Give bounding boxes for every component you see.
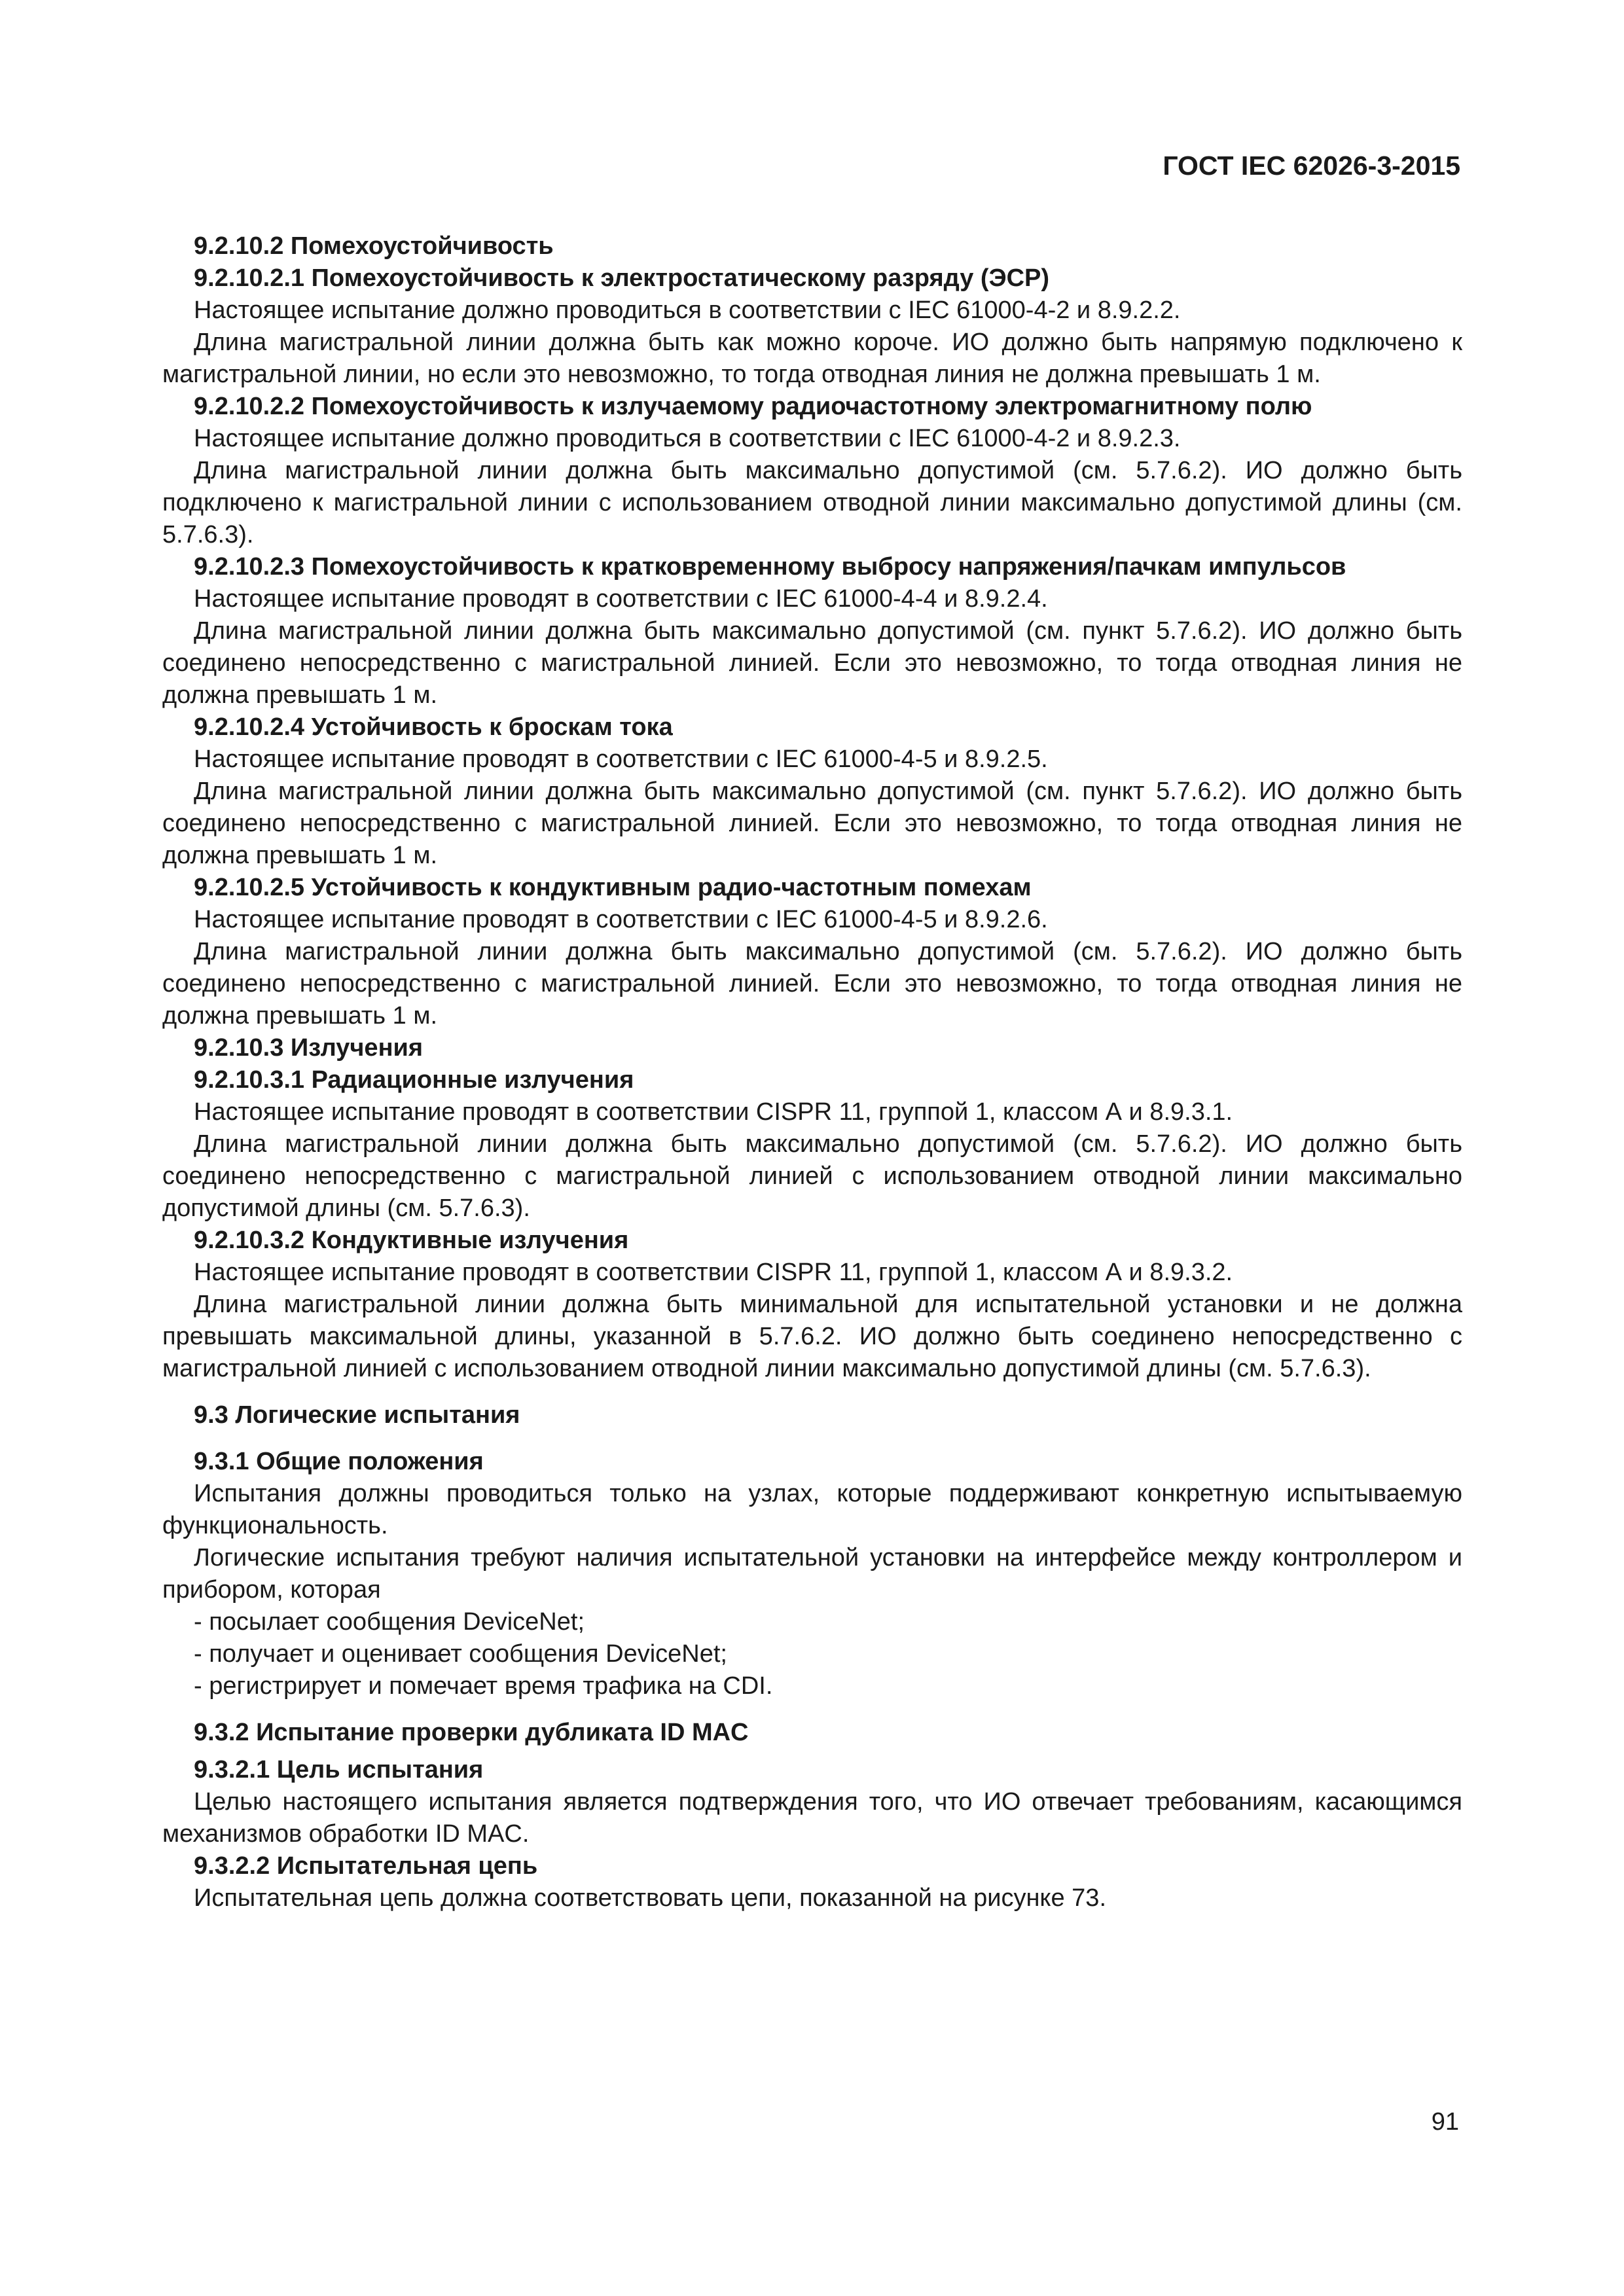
- section-heading: 9.2.10.3.1 Радиационные излучения: [194, 1066, 634, 1094]
- paragraph: Настоящее испытание проводят в соответствии с IEC 61000-4-4 и 8.9.2.4.: [194, 585, 1048, 613]
- paragraph: Длина магистральной линии должна быть как можно короче. ИО должно быть напрямую подключено к магистральной линии, но если это невозможно, то тогда отводная линия не должна превышать 1 м.: [162, 329, 1462, 388]
- section-heading: 9.2.10.2.1 Помехоустойчивость к электростатическому разряду (ЭСР): [194, 264, 1050, 292]
- section-heading: 9.2.10.2 Помехоустойчивость: [194, 232, 554, 260]
- paragraph: Целью настоящего испытания является подтверждения того, что ИО отвечает требованиям, касающимся механизмов обработки ID MAC.: [162, 1788, 1462, 1848]
- document-body: [162, 230, 1462, 1914]
- paragraph: Настоящее испытание проводят в соответствии с IEC 61000-4-5 и 8.9.2.6.: [194, 906, 1048, 933]
- list-item: - получает и оценивает сообщения DeviceNet;: [194, 1640, 727, 1668]
- paragraph: Длина магистральной линии должна быть максимально допустимой (см. 5.7.6.2). ИО должно быть соединено непосредственно с магистральной линией с использованием отводной линии максимально допустимой длины (см. 5.7.6.3).: [162, 1130, 1462, 1222]
- paragraph: Длина магистральной линии должна быть минимальной для испытательной установки и не должна превышать максимальной длины, указанной в 5.7.6.2. ИО должно быть соединено непосредственно с магистральной линией с использованием отводной линии максимально допустимой длины (см. 5.7.6.3).: [162, 1291, 1462, 1382]
- paragraph: Настоящее испытание проводят в соответствии CISPR 11, группой 1, классом А и 8.9.3.2.: [194, 1259, 1233, 1286]
- paragraph: Испытательная цепь должна соответствовать цепи, показанной на рисунке 73.: [194, 1884, 1106, 1912]
- paragraph: Настоящее испытание должно проводиться в соответствии с IEC 61000-4-2 и 8.9.2.2.: [194, 296, 1181, 324]
- section-heading: 9.3.2.2 Испытательная цепь: [194, 1852, 538, 1880]
- paragraph: Настоящее испытание проводят в соответствии CISPR 11, группой 1, классом А и 8.9.3.1.: [194, 1098, 1233, 1126]
- standard-designation: ГОСТ IEC 62026-3-2015: [1163, 151, 1460, 181]
- section-heading: 9.3.2.1 Цель испытания: [194, 1756, 484, 1784]
- paragraph: Испытания должны проводиться только на узлах, которые поддерживают конкретную испытываемую функциональность.: [162, 1480, 1462, 1539]
- paragraph: Длина магистральной линии должна быть максимально допустимой (см. пункт 5.7.6.2). ИО должно быть соединено непосредственно с магистральной линией. Если это невозможно, то тогда отводная линия не должна превышать 1 м.: [162, 778, 1462, 869]
- list-item: - посылает сообщения DeviceNet;: [194, 1608, 585, 1636]
- section-heading: 9.2.10.2.2 Помехоустойчивость к излучаемому радиочастотному электромагнитному полю: [194, 393, 1312, 420]
- section-heading: 9.2.10.2.4 Устойчивость к броскам тока: [194, 713, 673, 741]
- section-heading: 9.2.10.2.5 Устойчивость к кондуктивным радио-частотным помехам: [194, 874, 1032, 901]
- section-heading: 9.3.2 Испытание проверки дубликата ID MAC: [194, 1719, 749, 1746]
- paragraph: Длина магистральной линии должна быть максимально допустимой (см. 5.7.6.2). ИО должно быть подключено к магистральной линии с использованием отводной линии максимально допустимой длины (см. 5.7.6.3).: [162, 457, 1462, 548]
- section-heading: 9.2.10.3.2 Кондуктивные излучения: [194, 1227, 629, 1254]
- section-heading: 9.2.10.3 Излучения: [194, 1034, 424, 1062]
- paragraph: Логические испытания требуют наличия испытательной установки на интерфейсе между контроллером и прибором, которая: [162, 1544, 1462, 1604]
- paragraph: Настоящее испытание проводят в соответствии с IEC 61000-4-5 и 8.9.2.5.: [194, 745, 1048, 773]
- page-number: 91: [1431, 2108, 1459, 2136]
- list-item: - регистрирует и помечает время трафика на CDI.: [194, 1672, 773, 1700]
- section-heading: 9.2.10.2.3 Помехоустойчивость к кратковременному выбросу напряжения/пачкам импульсов: [194, 553, 1346, 581]
- section-heading: 9.3.1 Общие положения: [194, 1448, 484, 1475]
- paragraph: Настоящее испытание должно проводиться в соответствии с IEC 61000-4-2 и 8.9.2.3.: [194, 425, 1181, 452]
- paragraph: Длина магистральной линии должна быть максимально допустимой (см. пункт 5.7.6.2). ИО должно быть соединено непосредственно с магистральной линией. Если это невозможно, то тогда отводная линия не должна превышать 1 м.: [162, 617, 1462, 709]
- paragraph: Длина магистральной линии должна быть максимально допустимой (см. 5.7.6.2). ИО должно быть соединено непосредственно с магистральной линией. Если это невозможно, то тогда отводная линия не должна превышать 1 м.: [162, 938, 1462, 1030]
- section-heading: 9.3 Логические испытания: [194, 1401, 520, 1429]
